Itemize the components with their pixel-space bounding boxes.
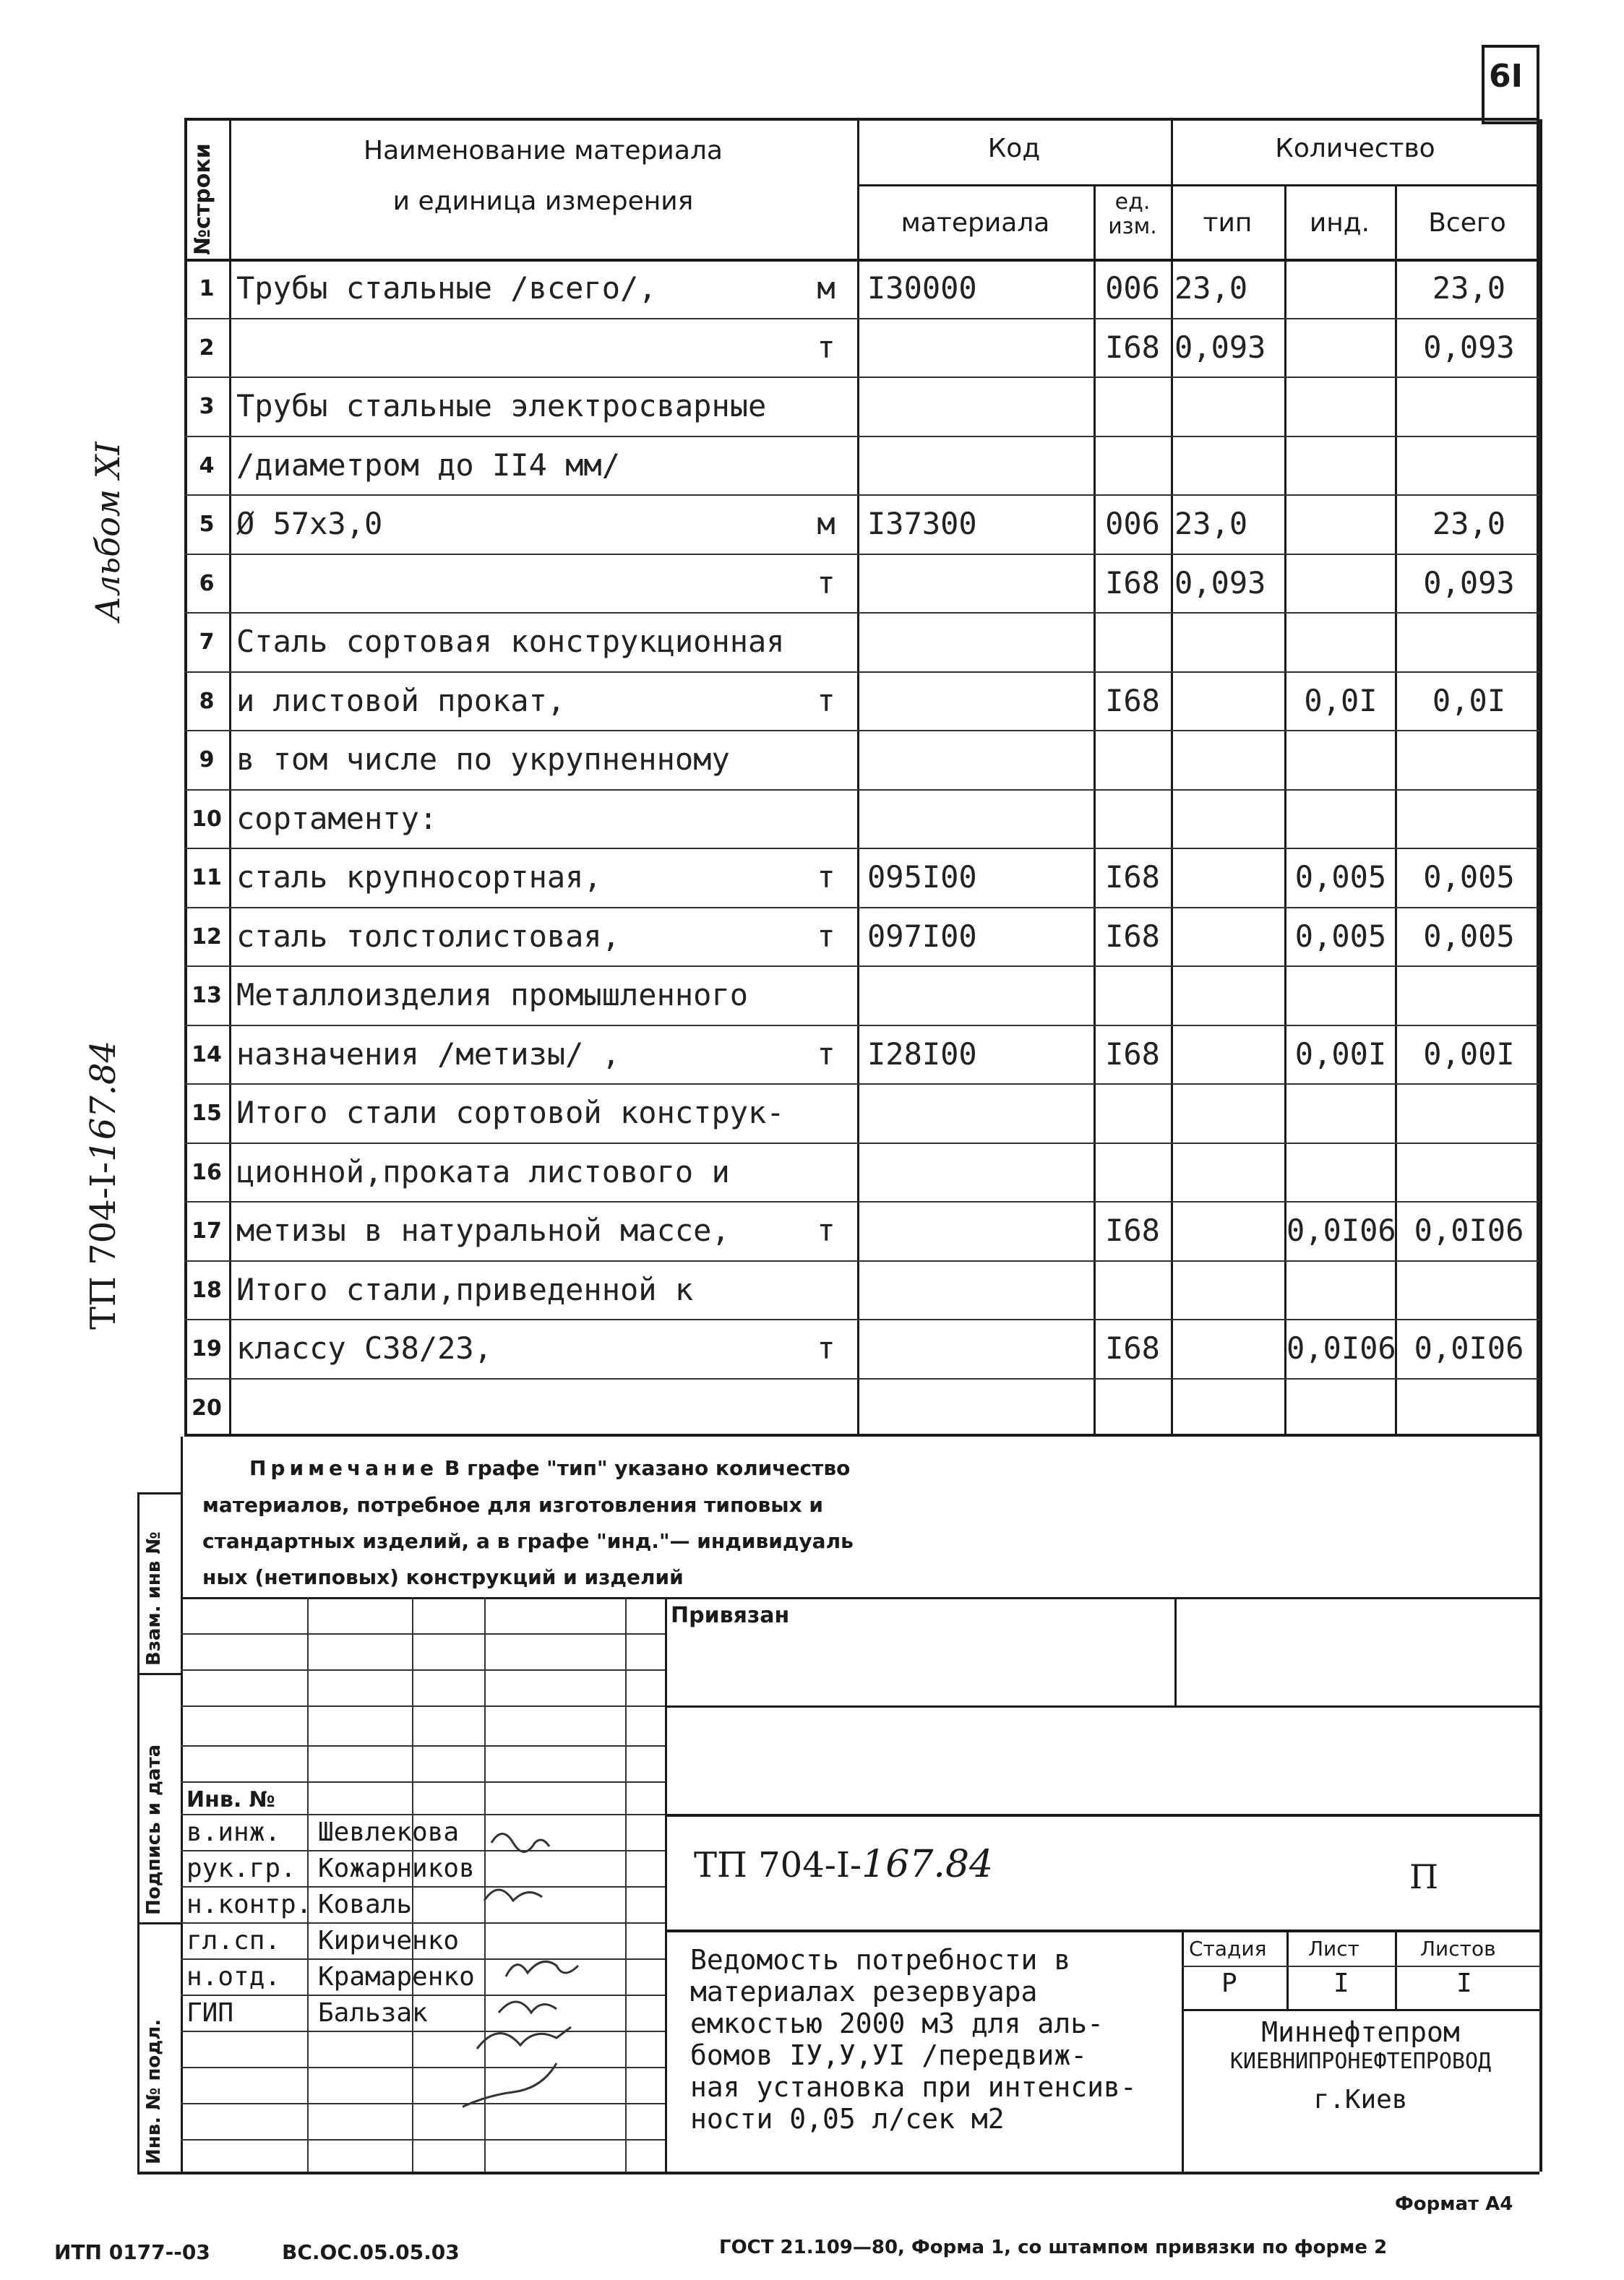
row-separator (184, 377, 1539, 378)
row-separator (184, 730, 1539, 731)
cell-eu: I68 (1105, 329, 1160, 365)
cell-total: 23,0 (1432, 506, 1506, 541)
stamp-designation: ТП 704-I-167.84 (694, 1843, 994, 1886)
page-number: 6I (1489, 58, 1523, 95)
row-separator (184, 907, 1539, 908)
side-inv-podl: Инв. № подл. (143, 2018, 165, 2164)
row-separator (184, 318, 1539, 319)
cell-eu: 006 (1105, 270, 1160, 306)
signer-name: Кожарников (318, 1854, 475, 1883)
cell-name: Трубы стальные электросварные (236, 388, 767, 423)
cell-total: 23,0 (1432, 270, 1506, 306)
cell-ind: 0,00I (1294, 1036, 1387, 1072)
cell-n: 14 (192, 1041, 222, 1067)
footer-format: Формат А4 (1395, 2193, 1513, 2215)
signer-role: гл.сп. (186, 1926, 281, 1956)
signer-name: Коваль (318, 1890, 413, 1919)
row-separator (184, 671, 1539, 673)
table-row (184, 377, 1539, 436)
table-row (184, 554, 1539, 613)
stage-cell-mid (1182, 1966, 1539, 1967)
row-separator (184, 1201, 1539, 1203)
album-label: Альбом XI (88, 442, 127, 621)
row-separator (184, 789, 1539, 791)
cell-unit: т (817, 682, 835, 718)
stamp-line-2360 (665, 1705, 1539, 1708)
stamp-bottom-line (137, 2172, 1539, 2174)
header-code: Код (987, 134, 1041, 163)
stamp-grid-line (181, 1633, 665, 1635)
cell-total: 0,005 (1423, 918, 1515, 954)
org-line3: г.Киев (1313, 2085, 1408, 2115)
cell-total: 0,093 (1423, 564, 1515, 601)
cell-n: 18 (192, 1277, 222, 1303)
cell-name: сортаменту: (236, 800, 438, 836)
cell-n: 16 (192, 1159, 222, 1185)
doc-title-line: ности 0,05 л/сек м2 (690, 2103, 1005, 2135)
signer-role: ГИП (186, 1998, 234, 2028)
note-title: Примечание (249, 1456, 439, 1480)
cell-name: сталь толстолистовая, (236, 918, 621, 954)
stage-cell-bottom (1182, 2009, 1539, 2011)
table-row (184, 436, 1539, 495)
cell-name: классу С38/23, (236, 1330, 493, 1366)
table-row (184, 671, 1539, 731)
cell-code: I28I00 (867, 1036, 977, 1072)
signer-name: Шевлекова (318, 1817, 460, 1847)
org-line2: КИЕВНИПРОНЕФТЕПРОВОД (1229, 2049, 1492, 2074)
side-stamp-line-left (137, 1492, 139, 2172)
row-separator (184, 965, 1539, 967)
row-separator (184, 1260, 1539, 1262)
cell-eu: 006 (1105, 506, 1160, 541)
row-separator (184, 494, 1539, 496)
signer-name: Кириченко (318, 1926, 460, 1956)
row-separator (184, 1083, 1539, 1085)
cell-name: Итого стали сортовой конструк- (236, 1095, 785, 1130)
cell-name: Сталь сортовая конструкционная (236, 624, 785, 659)
header-name-line2: и единица измерения (392, 186, 694, 216)
stamp-divider (665, 1597, 667, 2172)
table-row (184, 1083, 1539, 1143)
table-row (184, 1378, 1539, 1437)
cell-ind: 0,0I (1304, 682, 1378, 718)
header-sub-line (857, 184, 1539, 186)
doc-title-line: материалах резервуара (690, 1976, 1038, 2008)
outer-frame-right (1539, 119, 1542, 2172)
header-qty-ind: инд. (1309, 208, 1370, 238)
cell-eu: I68 (1105, 1330, 1160, 1366)
table-row (184, 612, 1539, 671)
stamp-doc-title (690, 1944, 1137, 2135)
row-separator (184, 436, 1539, 437)
cell-name: Металлоизделия промышленного (236, 977, 749, 1012)
cell-total: 0,0I06 (1414, 1330, 1524, 1366)
cell-n: 1 (199, 276, 215, 301)
footer-gost: ГОСТ 21.109—80, Форма 1, со штампом привязки по форме 2 (719, 2237, 1388, 2258)
table-row (184, 789, 1539, 848)
side-project-code: ТП 704-I-167.84 (83, 1040, 124, 1330)
side-vzam-inv: Взам. инв № (143, 1531, 165, 1666)
stamp-inv-no: Инв. № (186, 1787, 275, 1812)
cell-n: 8 (199, 688, 215, 714)
cell-n: 15 (192, 1101, 222, 1126)
note-line3: стандартных изделий, а в графе "инд."— индивидуаль (202, 1529, 854, 1553)
table-row (184, 259, 1539, 318)
doc-title-line: Ведомость потребности в (690, 1944, 1071, 1976)
cell-n: 3 (199, 394, 215, 419)
cell-total: 0,005 (1423, 859, 1515, 895)
cell-eu: I68 (1105, 1036, 1160, 1072)
stamp-grid-line (181, 1669, 665, 1671)
table-row (184, 1260, 1539, 1320)
stamp-grid-line (181, 1705, 665, 1707)
cell-n: 10 (192, 806, 222, 832)
header-quantity: Количество (1275, 134, 1435, 163)
stamp-grid-line (181, 1814, 665, 1815)
cell-eu: I68 (1105, 682, 1160, 718)
doc-title-line: бомов IУ,У,УI /передвиж- (690, 2039, 1088, 2071)
table-row (184, 1319, 1539, 1378)
cell-unit: м (817, 506, 835, 541)
cell-unit: т (817, 329, 835, 365)
cell-n: 17 (192, 1218, 222, 1244)
cell-name: Ø 57х3,0 (236, 506, 383, 541)
header-qty-type: тип (1203, 208, 1253, 238)
cell-eu: I68 (1105, 859, 1160, 895)
cell-n: 5 (199, 512, 215, 537)
sheets-label: Листов (1420, 1937, 1496, 1961)
note-line2: материалов, потребное для изготовления типовых и (202, 1493, 823, 1517)
cell-n: 11 (192, 865, 222, 890)
header-code-material: материала (901, 208, 1050, 238)
cell-type: 23,0 (1174, 270, 1248, 306)
cell-code: I30000 (867, 270, 977, 306)
table-row (184, 730, 1539, 789)
cell-name: сталь крупносортная, (236, 859, 602, 895)
cell-name: /диаметром до II4 мм/ (236, 447, 621, 483)
cell-eu: I68 (1105, 564, 1160, 601)
cell-total: 0,0I (1432, 682, 1506, 718)
header-qty-total: Всего (1428, 208, 1506, 238)
signer-role: н.отд. (186, 1962, 281, 1992)
stamp-privyazan: Привязан (671, 1603, 790, 1628)
cell-name: Итого стали,приведенной к (236, 1271, 694, 1307)
cell-name: в том числе по укрупненному (236, 741, 730, 777)
cell-n: 7 (199, 629, 215, 655)
signer-role: рук.гр. (186, 1854, 296, 1883)
cell-total: 0,0I06 (1414, 1213, 1524, 1248)
doc-title-line: емкостью 2000 м3 для аль- (690, 2008, 1104, 2039)
note-line4: ных (нетиповых) конструкций и изделий (202, 1565, 684, 1589)
cell-unit: т (817, 1330, 835, 1366)
cell-unit: т (817, 1213, 835, 1248)
stamp-grid-col (307, 1597, 309, 2172)
cell-unit: т (817, 859, 835, 895)
table-row (184, 318, 1539, 377)
cell-ind: 0,005 (1294, 918, 1387, 954)
cell-name: Трубы стальные /всего/, (236, 270, 657, 306)
table-rows (184, 259, 1539, 1437)
footer-left2: ВС.ОС.05.05.03 (282, 2240, 460, 2264)
cell-name: назначения /метизы/ , (236, 1036, 621, 1072)
row-separator (184, 1378, 1539, 1380)
cell-name: ционной,проката листового и (236, 1153, 730, 1190)
cell-n: 20 (192, 1395, 222, 1421)
stamp-grid-line (181, 1781, 665, 1783)
side-stamp-line-right (181, 1437, 183, 2172)
cell-n: 19 (192, 1336, 222, 1361)
sheet-value: I (1333, 1969, 1349, 1998)
row-separator (184, 612, 1539, 614)
cell-code: I37300 (867, 506, 977, 541)
cell-unit: т (817, 1036, 835, 1072)
cell-ind: 0,005 (1294, 859, 1387, 895)
table-row (184, 1143, 1539, 1202)
cell-code: 095I00 (867, 859, 977, 895)
row-separator (184, 1319, 1539, 1320)
org-line1: Миннефтепром (1261, 2016, 1460, 2048)
stamp-top-line (181, 1597, 1539, 1599)
row-separator (184, 554, 1539, 555)
table-row (184, 965, 1539, 1025)
sheets-value: I (1456, 1969, 1472, 1998)
row-separator (184, 1143, 1539, 1144)
cell-type: 0,093 (1174, 564, 1266, 601)
cell-n: 13 (192, 983, 222, 1008)
table-row (184, 1025, 1539, 1084)
table-row (184, 1201, 1539, 1260)
cell-ind: 0,0I06 (1286, 1330, 1396, 1366)
stamp-stage-code: П (1409, 1857, 1439, 1896)
side-stamp-top (137, 1492, 181, 1494)
handwritten-signatures (463, 1821, 665, 2139)
signer-role: в.инж. (186, 1817, 281, 1847)
cell-ind: 0,0I06 (1286, 1213, 1396, 1248)
signer-name: Бальзак (318, 1998, 428, 2028)
stamp-privyazan-divider (1174, 1597, 1177, 1705)
doc-title-line: ная установка при интенсив- (690, 2071, 1137, 2103)
cell-unit: т (817, 918, 835, 954)
signer-role: н.контр. (186, 1890, 312, 1919)
stage-cell-div2 (1395, 1930, 1397, 2009)
cell-code: 097I00 (867, 918, 977, 954)
side-stamp-sep1 (137, 1673, 181, 1675)
cell-eu: I68 (1105, 918, 1160, 954)
stamp-line-2670 (665, 1930, 1539, 1932)
cell-eu: I68 (1105, 1213, 1160, 1248)
stamp-line-2510 (665, 1814, 1539, 1817)
stage-label: Стадия (1189, 1937, 1267, 1961)
side-stamp-sep2 (137, 1922, 181, 1924)
table-row (184, 848, 1539, 907)
cell-type: 0,093 (1174, 329, 1266, 365)
header-code-unit: ед. изм. (1108, 189, 1157, 239)
cell-n: 9 (199, 747, 215, 773)
cell-total: 0,00I (1423, 1036, 1515, 1072)
cell-unit: м (817, 270, 835, 306)
table-row (184, 494, 1539, 554)
signer-name: Крамаренко (318, 1962, 475, 1992)
note-line1: В графе "тип" указано количество (444, 1456, 851, 1480)
header-row-no: №строки (190, 143, 215, 255)
sheet-label: Лист (1308, 1937, 1359, 1961)
cell-n: 4 (199, 452, 215, 478)
cell-n: 12 (192, 924, 222, 950)
stage-cell-div1 (1286, 1930, 1289, 2009)
cell-unit: т (817, 564, 835, 601)
stamp-grid-line (181, 2139, 665, 2141)
stage-value: Р (1221, 1969, 1237, 1998)
footer-left1: ИТП 0177--03 (54, 2240, 210, 2264)
cell-type: 23,0 (1174, 506, 1248, 541)
cell-total: 0,093 (1423, 329, 1515, 365)
row-separator (184, 848, 1539, 849)
materials-table (184, 118, 1539, 1437)
cell-n: 2 (199, 335, 215, 361)
stamp-grid-col (412, 1597, 413, 2172)
cell-n: 6 (199, 570, 215, 596)
row-separator (184, 1025, 1539, 1026)
cell-name: и листовой прокат, (236, 682, 566, 718)
header-name-line1: Наименование материала (364, 136, 723, 165)
stamp-grid-line (181, 1745, 665, 1747)
cell-name: метизы в натуральной массе, (236, 1213, 730, 1248)
side-podpis-data: Подпись и дата (143, 1744, 165, 1915)
table-row (184, 907, 1539, 966)
